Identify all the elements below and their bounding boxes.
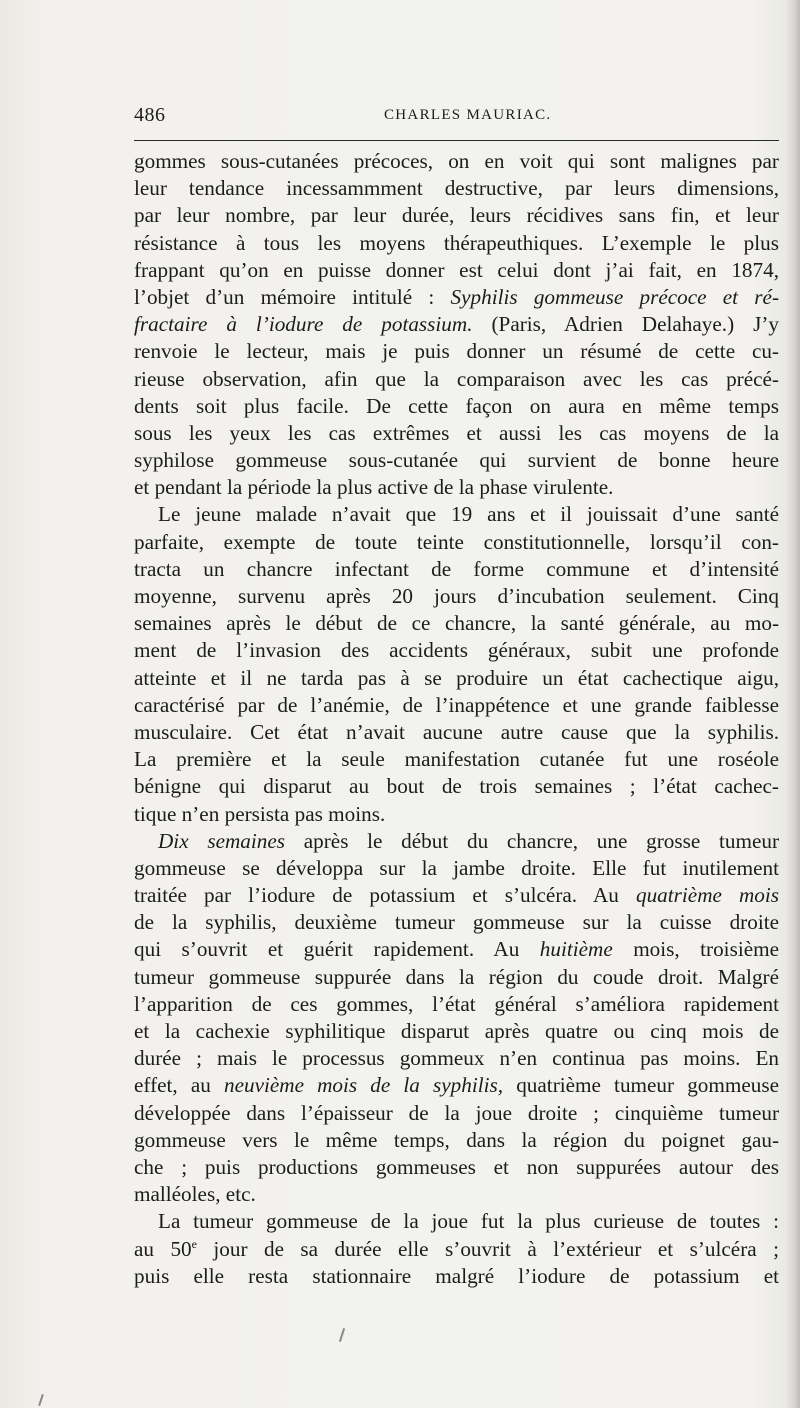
text-line	[134, 882, 779, 909]
page-header	[134, 104, 779, 132]
text-line	[134, 311, 779, 338]
text-line: moyenne, survenu après 20 jours d’incubation seulement. Cinq	[134, 584, 779, 608]
text-line: rieuse observation, afin que la comparaison avec les cas précé-	[134, 366, 779, 391]
text-line: tique n’en persista pas moins.	[134, 801, 386, 826]
text-line	[134, 1236, 779, 1263]
text-run: quatrième tumeur gommeuse	[503, 1073, 779, 1098]
text-line: tracta un chancre infectant de forme commune et d’intensité	[134, 556, 779, 581]
text-run: jour de sa durée elle s’ouvrit à l’extérieur et s’ulcéra ;	[196, 1236, 780, 1261]
text-line: l’apparition de ces gommes, l’état général s’améliora rapidement	[134, 991, 779, 1016]
text-line: gommeuse se développa sur la jambe droite. Elle fut inutilement	[134, 855, 779, 880]
body-text	[134, 148, 779, 1290]
text-line: développée dans l’épaisseur de la joue droite ; cinquième tumeur	[134, 1100, 779, 1125]
text-line: frappant qu’on en puisse donner est celui dont j’ai fait, en 1874,	[134, 257, 779, 282]
text-run: mois, troisième	[612, 937, 779, 962]
text-line: caractérisé par de l’anémie, de l’inappétence et une grande faiblesse	[134, 692, 779, 717]
text-line: dents soit plus facile. De cette façon on aura en même temps	[134, 393, 779, 418]
text-run: effet, au	[134, 1073, 224, 1098]
text-line: résistance à tous les moyens thérapeuthiques. L’exemple le plus	[134, 230, 779, 255]
text-line: durée ; mais le processus gommeux n’en continua pas moins. En	[134, 1046, 779, 1071]
text-line: puis elle resta stationnaire malgré l’iodure de potassium et	[134, 1263, 779, 1288]
text-line	[134, 284, 779, 311]
text-line: ment de l’invasion des accidents généraux, subit une profonde	[134, 638, 779, 663]
superscript: e	[191, 1236, 197, 1251]
text-line: et pendant la période la plus active de la phase virulente.	[134, 475, 614, 500]
text-run: l’objet d’un mémoire intitulé :	[134, 284, 451, 309]
text-line	[134, 936, 779, 963]
emphasis: quatrième mois	[635, 883, 779, 908]
emphasis: neuvième mois de la syphilis,	[224, 1073, 504, 1098]
page-number: 486	[134, 104, 166, 126]
running-head: CHARLES MAURIAC.	[384, 107, 552, 123]
text-run: qui s’ouvrit et guérit rapidement. Au	[134, 937, 540, 962]
text-line: gommeuse vers le même temps, dans la région du poignet gau-	[134, 1127, 779, 1152]
memoir-title: Syphilis gommeuse précoce et ré-	[450, 284, 780, 309]
header-rule	[134, 140, 779, 141]
memoir-title-cont: fractaire à l’iodure de potassium.	[134, 312, 473, 337]
text-line	[134, 828, 779, 855]
text-line: par leur nombre, par leur durée, leurs récidives sans fin, et leur	[134, 203, 779, 228]
text-run: après le début du chancre, une grosse tumeur	[285, 828, 779, 853]
text-line: La première et la seule manifestation cutanée fut une roséole	[134, 747, 779, 772]
text-line: La tumeur gommeuse de la joue fut la plus curieuse de toutes :	[158, 1209, 779, 1234]
text-line: bénigne qui disparut au bout de trois semaines ; l’état cachec-	[134, 774, 779, 799]
paper-speck	[339, 1328, 345, 1342]
text-line: gommes sous-cutanées précoces, on en voit qui sont malignes par	[134, 149, 779, 173]
text-line: leur tendance incessammment destructive, par leurs dimensions,	[134, 176, 779, 201]
text-line	[134, 1072, 779, 1099]
text-line: syphilose gommeuse sous-cutanée qui survient de bonne heure	[134, 448, 779, 473]
text-line: renvoie le lecteur, mais je puis donner un résumé de cette cu-	[134, 339, 779, 364]
text-line: atteinte et il ne tarda pas à se produire un état cachectique aigu,	[134, 665, 779, 690]
text-line: tumeur gommeuse suppurée dans la région du coude droit. Malgré	[134, 964, 779, 989]
page-edge-shadow	[786, 0, 800, 1408]
emphasis: huitième	[539, 937, 613, 962]
text-line: sous les yeux les cas extrêmes et aussi les cas moyens de la	[134, 420, 779, 445]
text-run: au 50	[134, 1236, 192, 1261]
text-line: et la cachexie syphilitique disparut après quatre ou cinq mois de	[134, 1019, 779, 1043]
text-run: traitée par l’iodure de potassium et s’ulcéra. Au	[134, 883, 636, 908]
paper-speck	[38, 1394, 44, 1406]
text-line: parfaite, exempte de toute teinte constitutionnelle, lorsqu’il con-	[134, 529, 779, 554]
text-line: Le jeune malade n’avait que 19 ans et il jouissait d’une santé	[158, 502, 779, 527]
text-line: che ; puis productions gommeuses et non suppurées autour des	[134, 1154, 779, 1179]
text-line: malléoles, etc.	[134, 1182, 256, 1207]
text-run: (Paris, Adrien Delahaye.) J’y	[472, 312, 779, 337]
text-line: semaines après le début de ce chancre, la santé générale, au mo-	[134, 611, 779, 636]
emphasis: Dix semaines	[158, 828, 285, 853]
text-line: musculaire. Cet état n’avait aucune autre cause que la syphilis.	[134, 719, 779, 744]
text-line: de la syphilis, deuxième tumeur gommeuse sur la cuisse droite	[134, 910, 779, 935]
